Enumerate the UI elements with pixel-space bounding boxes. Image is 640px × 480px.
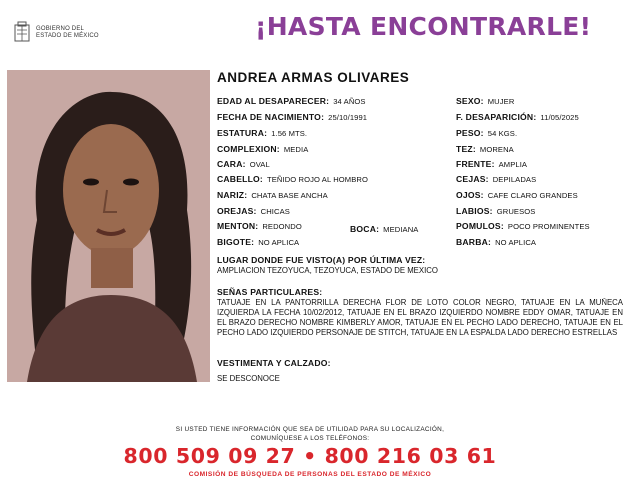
field-barba: BARBA: NO APLICA	[456, 237, 537, 247]
field-labios: LABIOS: GRUESOS	[456, 206, 536, 216]
field-estatura: ESTATURA: 1.56 MTS.	[217, 128, 308, 138]
field-boca: BOCA: MEDIANA	[350, 224, 419, 234]
field-cabello: CABELLO: TEÑIDO ROJO AL HOMBRO	[217, 174, 368, 184]
coat-of-arms-icon	[12, 21, 32, 45]
headline: ¡HASTA ENCONTRARLE!	[255, 12, 592, 41]
portrait-photo	[7, 70, 210, 382]
field-frente: FRENTE: AMPLIA	[456, 159, 528, 169]
field-nariz: NARIZ: CHATA BASE ANCHA	[217, 190, 328, 200]
contact-note-line-1: SI USTED TIENE INFORMACIÓN QUE SEA DE UTILIDAD PARA SU LOCALIZACIÓN,	[175, 426, 445, 433]
marks-value: TATUAJE EN LA PANTORRILLA DERECHA FLOR DE LOTO COLOR NEGRO, TATUAJE EN LA MUÑECA IZQUIERDA LA FECHA 10/02/2012, TATUAJE EN EL BRAZO IZQUIERDO NOMBRE EDDY OMAR, TATUAJE EN EL BRAZO DERECHO NOMBRE KIMBERLY AMOR, TATUAJE EN EL PECHO LADO DERECHO, TATUAJE EN EL PECHO LADO IZQUIERDO PERSONAJE DE STITCH, TATUAJE EN LA ESPALDA LADO DERECHO ESTRELLAS	[217, 298, 623, 337]
field-bigote: BIGOTE: NO APLICA	[217, 237, 300, 247]
field-cara: CARA: OVAL	[217, 159, 270, 169]
field-orejas: OREJAS: CHICAS	[217, 206, 290, 216]
marks-label: SEÑAS PARTICULARES:	[217, 287, 323, 297]
field-pomulos: POMULOS: POCO PROMINENTES	[456, 221, 590, 231]
clothing-label: VESTIMENTA Y CALZADO:	[217, 358, 331, 368]
field-complexion: COMPLEXION: MEDIA	[217, 144, 309, 154]
field-edad: EDAD AL DESAPARECER: 34 AÑOS	[217, 96, 366, 106]
government-logo	[12, 20, 122, 46]
field-fecha-desaparicion: F. DESAPARICIÓN: 11/05/2025	[456, 112, 579, 122]
phone-numbers: 800 509 09 27 • 800 216 03 61	[123, 444, 497, 468]
field-menton: MENTON: REDONDO	[217, 221, 302, 231]
field-peso: PESO: 54 KGS.	[456, 128, 518, 138]
field-cejas: CEJAS: DEPILADAS	[456, 174, 537, 184]
field-ojos: OJOS: CAFE CLARO GRANDES	[456, 190, 578, 200]
person-name: ANDREA ARMAS OLIVARES	[217, 70, 410, 85]
field-tez: TEZ: MORENA	[456, 144, 514, 154]
contact-note-line-2: COMUNÍQUESE A LOS TELÉFONOS:	[250, 435, 370, 442]
logo-line-1: GOBIERNO DEL	[36, 26, 85, 32]
last-seen-value: AMPLIACION TEZOYUCA, TEZOYUCA, ESTADO DE MEXICO	[217, 266, 438, 275]
clothing-value: SE DESCONOCE	[217, 374, 280, 383]
field-sexo: SEXO: MUJER	[456, 96, 515, 106]
field-fecha-nacimiento: FECHA DE NACIMIENTO: 25/10/1991	[217, 112, 368, 122]
logo-line-2: ESTADO DE MÉXICO	[36, 33, 99, 39]
commission-name: COMISIÓN DE BÚSQUEDA DE PERSONAS DEL ESTADO DE MÉXICO	[188, 471, 432, 478]
last-seen-label: LUGAR DONDE FUE VISTO(A) POR ÚLTIMA VEZ:	[217, 255, 426, 265]
